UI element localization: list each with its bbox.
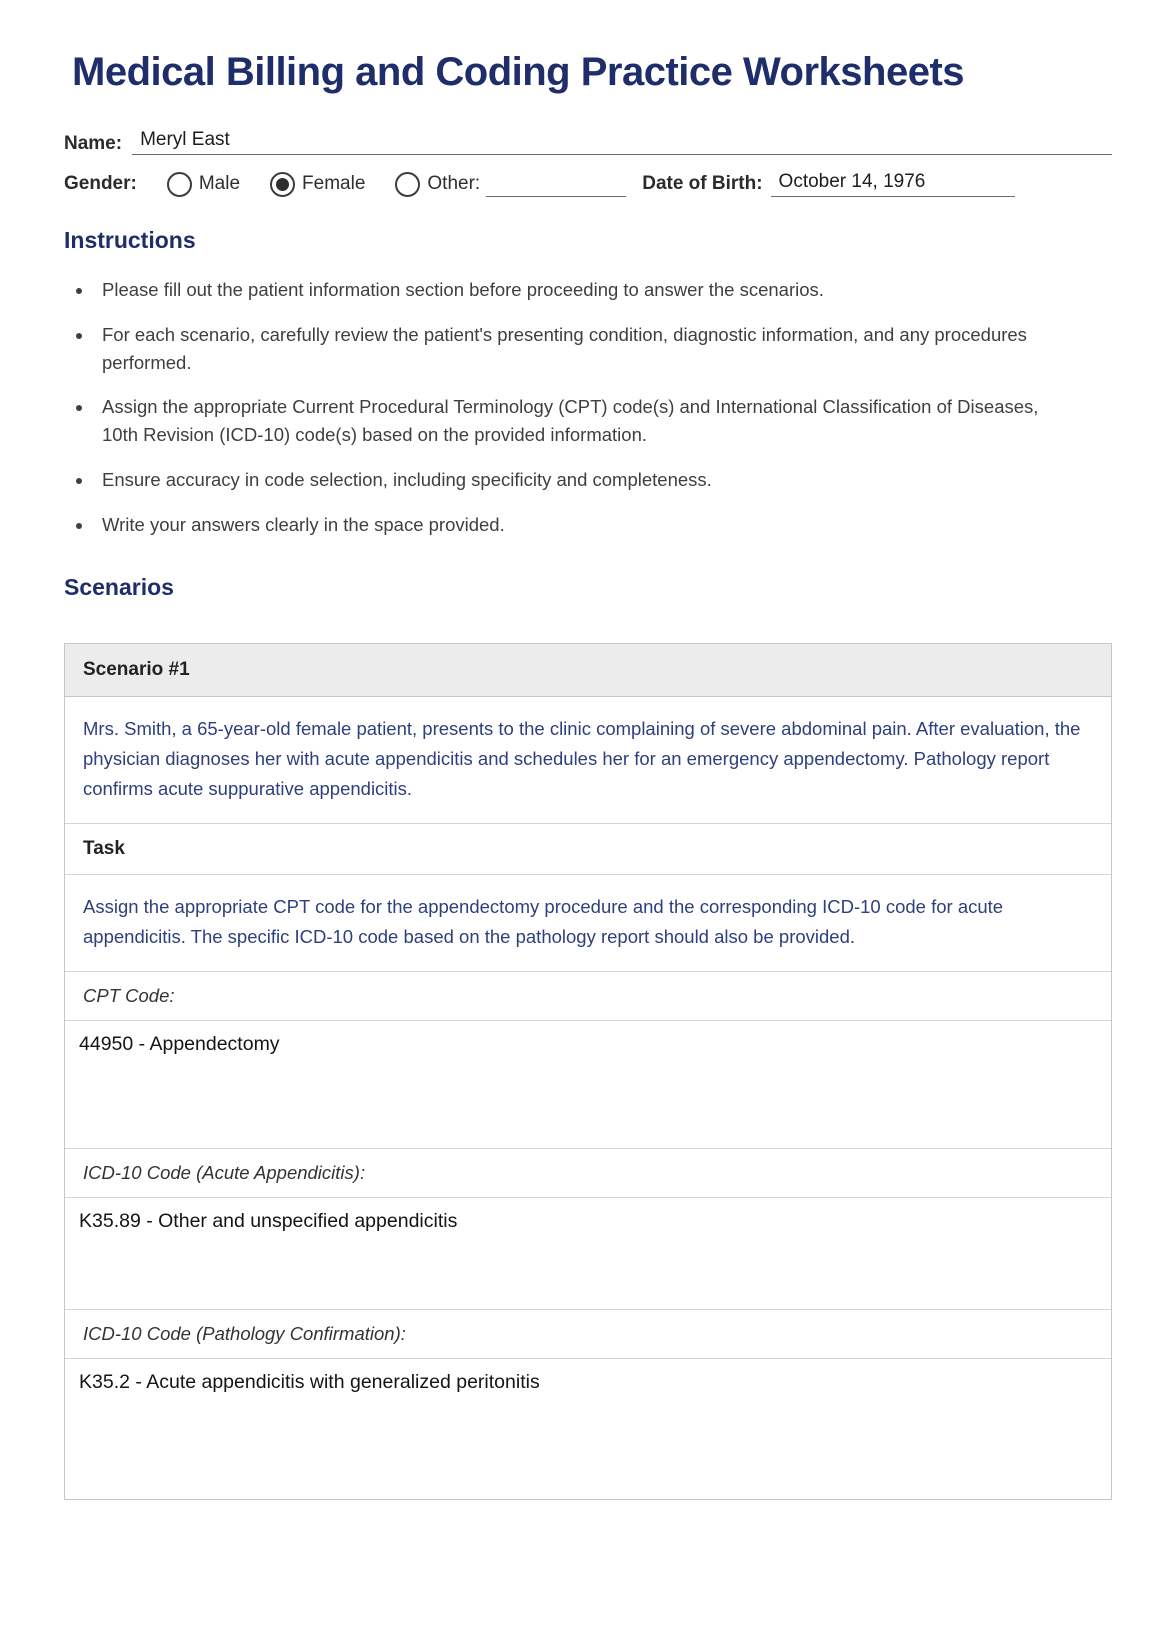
scenario-1-description: Mrs. Smith, a 65-year-old female patient, presents to the clinic complaining of severe abdominal pain. After evaluation, the physician diagnoses her with acute appendicitis and schedules her for an emergency appendectomy. Pathology report confirms acute suppurative appendicitis. (65, 697, 1111, 824)
radio-other-label: Other: (427, 173, 481, 194)
name-label: Name: (64, 133, 123, 154)
cpt-code-label: CPT Code: (65, 972, 1111, 1021)
dob-field[interactable]: October 14, 1976 (771, 171, 1015, 197)
radio-option-other[interactable] (395, 172, 480, 197)
instruction-item: • Please fill out the patient information section before proceeding to answer the scenarios. (94, 276, 1054, 304)
gender-label: Gender: (64, 173, 137, 194)
radio-male-label: Male (198, 173, 241, 194)
radio-option-male[interactable] (167, 172, 240, 197)
scenario-1-card (64, 643, 1112, 1500)
scenarios-heading: Scenarios (64, 574, 174, 601)
radio-option-female[interactable] (270, 172, 365, 197)
radio-other-icon[interactable] (395, 172, 420, 197)
icd10-pathology-label: ICD-10 Code (Pathology Confirmation): (65, 1310, 1111, 1359)
scenario-1-task-label: Task (65, 824, 1111, 875)
name-row (64, 129, 1112, 155)
radio-male-icon[interactable] (167, 172, 192, 197)
instruction-item: • Write your answers clearly in the space provided. (94, 511, 1054, 539)
instruction-item: • Assign the appropriate Current Procedural Terminology (CPT) code(s) and International Classification of Diseases, 10th Revision (ICD-10) code(s) based on the provided information. (94, 393, 1054, 449)
gender-dob-row (64, 171, 1112, 197)
radio-female-label: Female (302, 173, 366, 194)
icd10-acute-answer[interactable]: K35.89 - Other and unspecified appendicitis (65, 1198, 1111, 1310)
gender-other-field[interactable] (486, 173, 626, 197)
instruction-item: • Ensure accuracy in code selection, including specificity and completeness. (94, 466, 1054, 494)
scenario-1-title: Scenario #1 (65, 644, 1111, 697)
scenario-1-task-text: Assign the appropriate CPT code for the appendectomy procedure and the corresponding ICD-10 code for acute appendicitis. The specific ICD-10 code based on the pathology report should also be provided. (65, 875, 1111, 972)
page-title: Medical Billing and Coding Practice Worksheets (72, 50, 965, 94)
cpt-code-answer[interactable]: 44950 - Appendectomy (65, 1021, 1111, 1149)
name-field[interactable]: Meryl East (132, 129, 1112, 155)
instructions-list (94, 276, 1112, 538)
instruction-item: • For each scenario, carefully review the patient's presenting condition, diagnostic information, and any procedures performed. (94, 321, 1054, 377)
icd10-pathology-answer[interactable]: K35.2 - Acute appendicitis with generalized peritonitis (79, 1371, 540, 1394)
icd10-acute-label: ICD-10 Code (Acute Appendicitis): (65, 1149, 1111, 1198)
radio-female-icon[interactable] (270, 172, 295, 197)
instructions-heading: Instructions (64, 227, 196, 253)
dob-label: Date of Birth: (642, 173, 763, 194)
